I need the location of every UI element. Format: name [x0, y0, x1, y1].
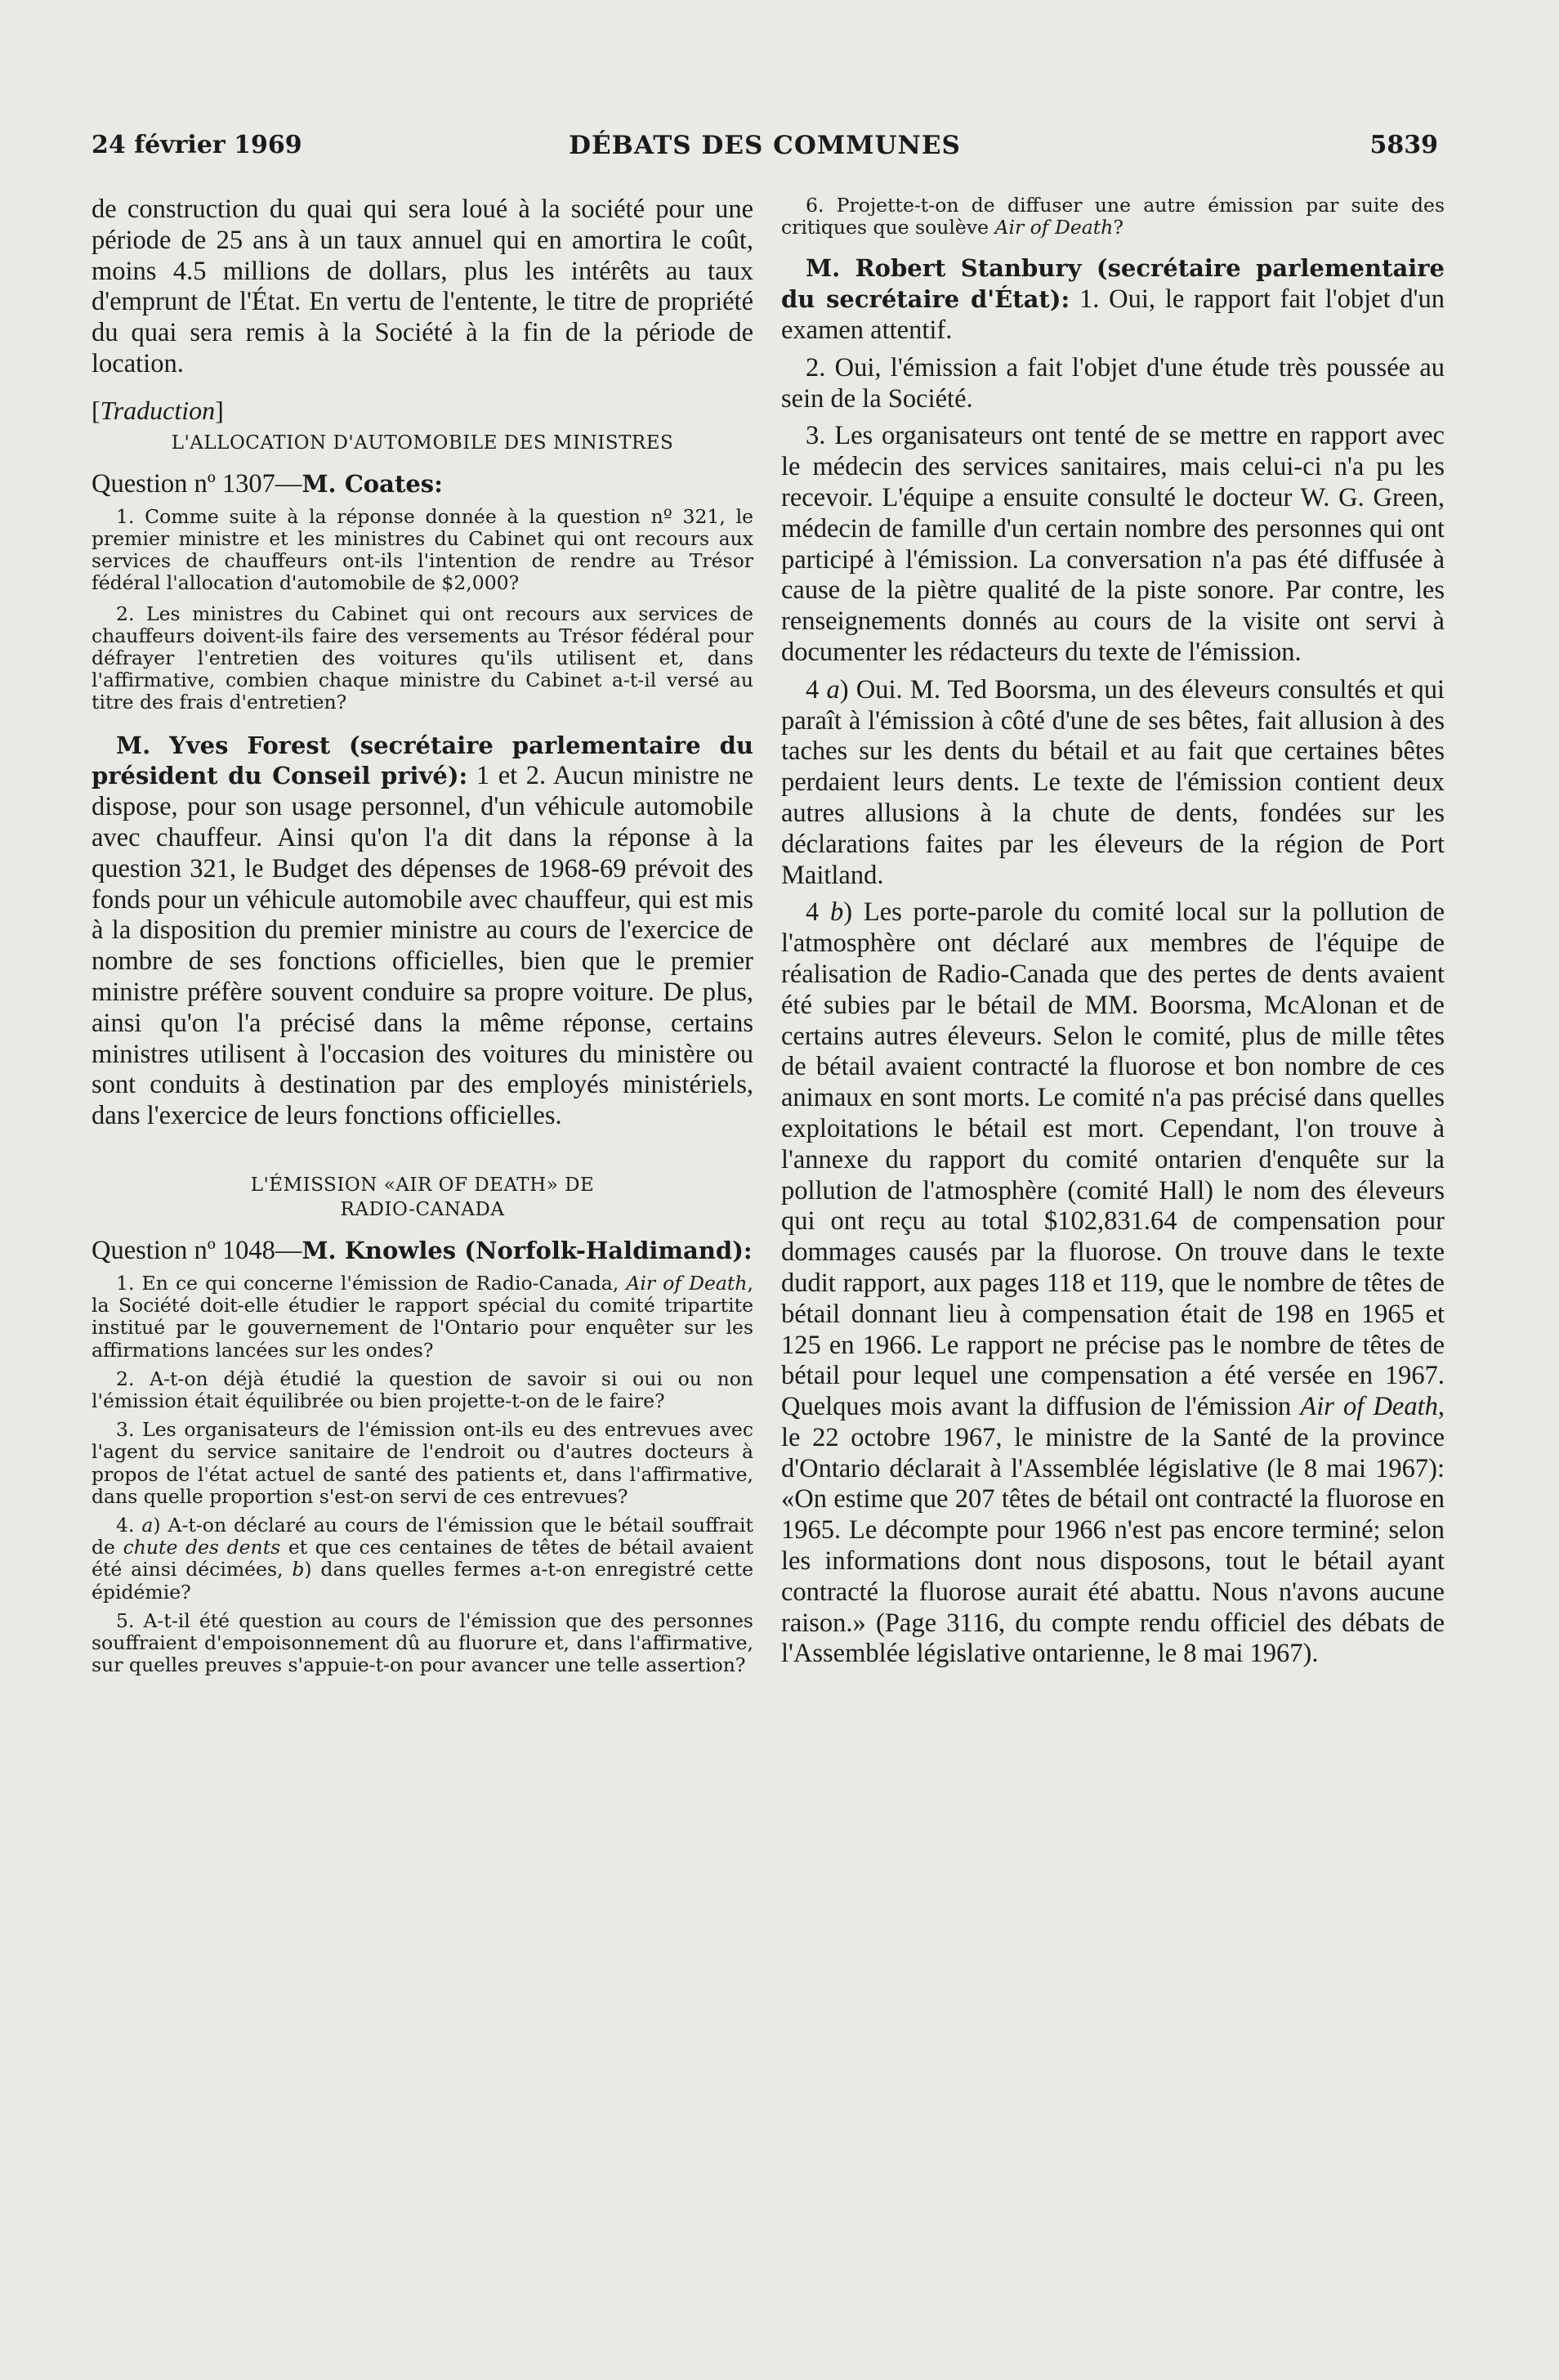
- answer-forest-text: 1 et 2. Aucun ministre ne dispose, pour son usage personnel, d'un véhicule automobile avec chauffeur. Ainsi qu'on l'a dit dans la réponse à la question 321, le Budget des dépenses de 1968-69 prévoit des fonds pour un véhicule automobile avec chauffeur, qui est mis à la disposition du premier ministre au cours de l'exercice de nombre de ses fonctions officielles, bien que le premier ministre préfère souvent conduire sa propre voiture. De plus, ainsi qu'on l'a précisé dans la même réponse, certains ministres utilisent à l'occasion des voitures du ministère ou sont conduits à destination par des employés ministériels, dans l'exercice de leurs fonctions officielles.: [92, 761, 754, 1131]
- q6-text-b: ?: [1113, 216, 1123, 239]
- q6-text-a: 6. Projette-t-on de diffuser une autre émission par suite des critiques que soulève: [781, 194, 1445, 239]
- question-1048: [92, 1235, 753, 1266]
- answer-4b-letter: b: [830, 897, 844, 928]
- question-1048-item-4: [92, 1514, 753, 1604]
- q1048-4-text-b: ) A-t-on déclaré au cours de l'émission que le bétail souffrait de: [92, 1514, 753, 1559]
- question-1307-member: M. Coates:: [302, 469, 443, 498]
- question-1048-member: M. Knowles (Norfolk-Haldimand):: [302, 1236, 753, 1264]
- traduction-label: Traduction: [100, 395, 216, 425]
- answer-4b-title: Air of Death: [1300, 1392, 1438, 1422]
- header-date: 24 février 1969: [92, 131, 302, 159]
- header-page-number: 5839: [1369, 131, 1438, 159]
- q1048-4-term: chute des dents: [123, 1536, 281, 1559]
- question-1307-prefix: Question nº 1307—: [92, 468, 302, 499]
- question-1048-item-3: 3. Les organisateurs de l'émission ont-ils eu des entrevues avec l'agent du service sanitaire de l'endroit ou d'autres docteurs à propos de l'état actuel de santé des patients et, dans l'affirmative, dans quelle proportion s'est-on servi de ces entrevues?: [92, 1418, 753, 1508]
- q1048-1-a: 1. En ce qui concerne l'émission de Radio-Canada,: [116, 1271, 619, 1295]
- q1048-4-letter-b: b: [292, 1558, 305, 1581]
- q1048-4-num: 4.: [116, 1514, 142, 1537]
- answer-4b-text-1: ) Les porte-parole du comité local sur la pollution de l'atmosphère ont déclaré aux membres de l'équipe de réalisation de Radio-Canada que des pertes de dents avaient été subies par le bétail de MM. Boorsma, McAlonan et de certains autres éleveurs. Selon le comité, plus de mille têtes de bétail avaient contracté la fluorose et bon nombre de ces animaux en sont morts. Le comité n'a pas précisé dans quelles exploitations le bétail est mort. Cependant, l'on trouve à l'annexe du rapport du comité ontarien d'enquête sur la pollution de l'atmosphère (comité Hall) le nom des éleveurs qui ont reçu au total $102,831.64 de compensation pour dommages causés par la fluorose. On trouve dans le texte dudit rapport, aux pages 118 et 119, que le nombre de têtes de bétail donnant lieu à compensation était de 198 en 1965 et 125 en 1966. Le rapport ne précise pas le nombre de têtes de bétail pour lequel une compensation a été versée en 1967. Quelques mois avant la diffusion de l'émission: [781, 897, 1445, 1422]
- header-title: DÉBATS DES COMMUNES: [569, 131, 961, 160]
- answer-4a-num: 4: [806, 674, 827, 705]
- q1048-4-text-d: ) dans quelles fermes a-t-on enregistré cette épidémie?: [92, 1558, 753, 1604]
- answer-4a-letter: a: [826, 674, 840, 705]
- answer-stanbury: [781, 253, 1445, 346]
- answer-forest: [92, 731, 753, 1132]
- answer-stanbury-1: 1. Oui, le rapport fait l'objet d'un examen attentif.: [781, 284, 1445, 345]
- traduction-note: [Traduction]: [92, 395, 224, 425]
- answer-forest-speaker: M. Yves Forest (secrétaire parlementaire du président du Conseil privé):: [92, 731, 753, 790]
- question-1307-item-2: 2. Les ministres du Cabinet qui ont recours aux services de chauffeurs doivent-ils faire des versements au Trésor fédéral pour défrayer l'entretien des voitures qu'ils utilisent et, dans l'affirmative, combien chaque ministre du Cabinet a-t-il versé au titre des frais d'entretien?: [92, 602, 753, 714]
- heading2-line1: L'ÉMISSION «AIR OF DEATH» DE: [250, 1174, 595, 1196]
- heading2-line2: RADIO-CANADA: [340, 1198, 505, 1220]
- answer-4b-text-2: , le 22 octobre 1967, le ministre de la Santé de la province d'Ontario déclarait à l'Assemblée législative (le 8 mai 1967): «On estime que 207 têtes de bétail ont contracté la fluorose en 1965. Le décompte pour 1966 n'est pas encore terminé; selon les informations dont nous disposons, tout le bétail ayant contracté la fluorose aurait été abattu. Nous n'avons aucune raison.» (Page 3116, du compte rendu officiel des débats de l'Assemblée législative ontarienne, le 8 mai 1967).: [781, 1392, 1445, 1669]
- answer-4a: [781, 675, 1445, 892]
- page-header: [92, 131, 1438, 167]
- section-heading-allocation: L'ALLOCATION D'AUTOMOBILE DES MINISTRES: [171, 432, 674, 454]
- intro-paragraph: de construction du quai qui sera loué à la société pour une période de 25 ans à un taux annuel qui en amortira le coût, moins 4.5 millions de dollars, plus les intérêts au taux d'emprunt de l'État. En vertu de l'entente, le titre de propriété du quai sera remis à la Société à la fin de la période de location.: [92, 195, 753, 378]
- answer-4b: [781, 897, 1445, 1670]
- question-1048-item-5: 5. A-t-il été question au cours de l'émission que des personnes souffraient d'empoisonnement dû au fluorure et, dans l'affirmative, sur quelles preuves s'appuie-t-on pour avancer une telle assertion?: [92, 1608, 753, 1677]
- q1048-4-letter-a: a: [141, 1514, 154, 1537]
- answer-4a-text: ) Oui. M. Ted Boorsma, un des éleveurs consultés et qui paraît à l'émission à côté d'une de ses bêtes, fait allusion à des taches sur les dents du bétail et au fait que certaines bêtes perdaient leurs dents. Le texte de l'émission contient deux autres allusions à la chute de dents, fondées sur les déclarations faites par les éleveurs de la région de Port Maitland.: [781, 674, 1445, 890]
- q1048-4-text-c: et que ces centaines de têtes de bétail avaient été ainsi décimées,: [92, 1536, 754, 1581]
- left-column: [92, 195, 753, 1676]
- right-column: [781, 195, 1445, 1670]
- q1048-1-b: , la Société doit-elle étudier le rapport spécial du comité tripartite institué par le gouvernement de l'Ontario pour enquêter sur les affirmations lancées sur les ondes?: [92, 1271, 753, 1362]
- question-1048-item-2: 2. A-t-on déjà étudié la question de savoir si oui ou non l'émission était équilibrée ou bien projette-t-on de le faire?: [92, 1367, 753, 1412]
- answer-4b-num: 4: [806, 897, 831, 928]
- question-1048-item-1: [92, 1273, 753, 1362]
- question-1307-item-1: 1. Comme suite à la réponse donnée à la question nº 321, le premier ministre et les ministres du Cabinet qui ont recours aux services de chauffeurs ont-ils l'intention de rendre au Trésor fédéral l'allocation d'automobile de $2,000?: [92, 504, 753, 595]
- question-1307: [92, 468, 753, 499]
- section-heading-air-of-death: [92, 1173, 753, 1222]
- answer-2: 2. Oui, l'émission a fait l'objet d'une étude très poussée au sein de la Société.: [781, 352, 1445, 414]
- question-1048-prefix: Question nº 1048—: [92, 1235, 302, 1265]
- answer-3: 3. Les organisateurs ont tenté de se mettre en rapport avec le médecin des services sanitaires, mais celui-ci n'a pu les recevoir. L'équipe a ensuite consulté le docteur W. G. Green, médecin de famille d'un certain nombre des personnes qui ont participé à l'émission. La conversation n'a pas été diffusée à cause de la piètre qualité de la piste sonore. Par contre, les renseignements donnés au cours de la visite ont servi à documenter les rédacteurs du texte de l'émission.: [781, 421, 1445, 667]
- q6-title: Air of Death: [994, 216, 1114, 239]
- question-1048-item-6: [781, 195, 1445, 239]
- q1048-1-title: Air of Death: [626, 1271, 748, 1295]
- answer-stanbury-speaker: M. Robert Stanbury (secrétaire parlementaire du secrétaire d'État):: [781, 254, 1445, 314]
